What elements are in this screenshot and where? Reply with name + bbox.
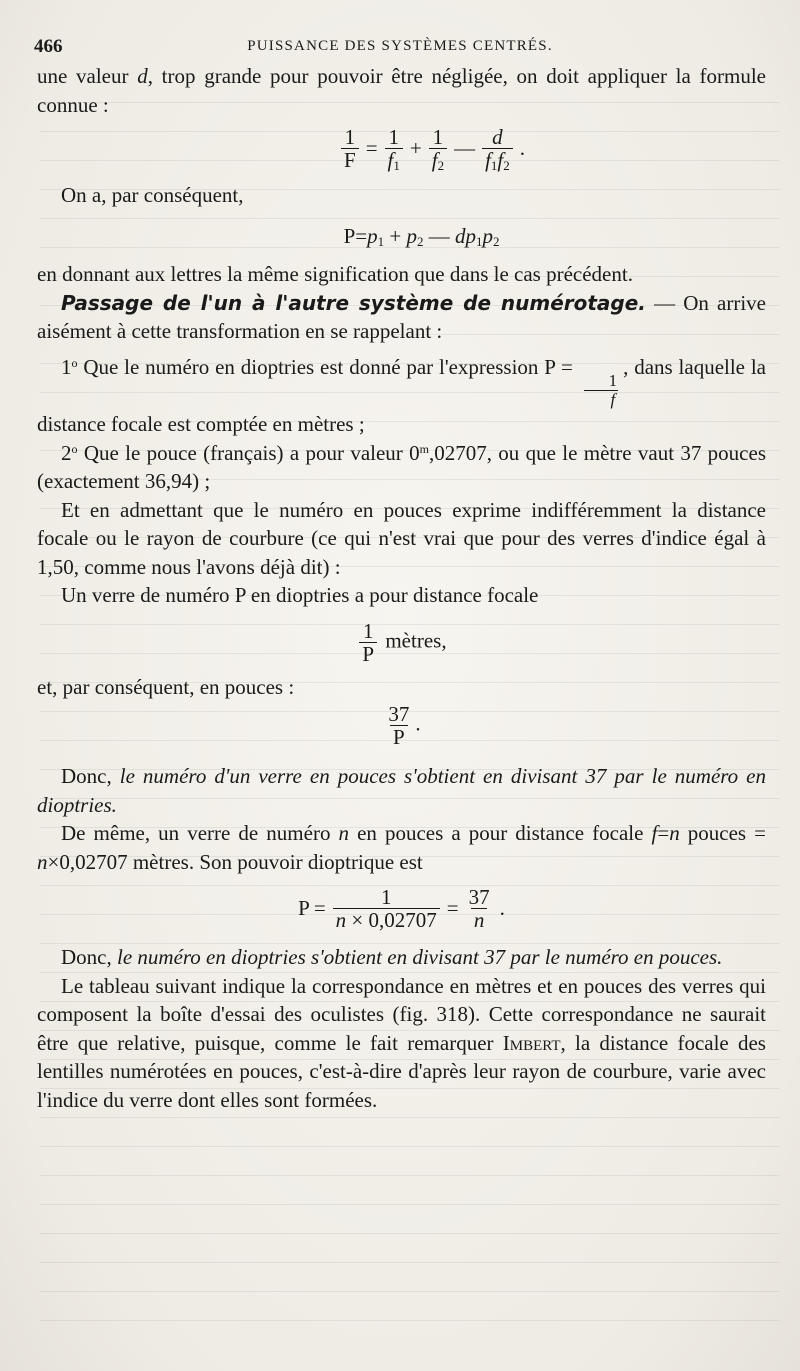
page-header [0, 36, 800, 60]
section-title: Passage de l'un à l'autre système de numérotage. [61, 290, 646, 315]
running-title: PUISSANCE DES SYSTÈMES CENTRÉS. [247, 38, 553, 54]
equation-1: $\frac{1}{F}$ = $\frac{1}{f_1}$ + $\frac{1}{f_2}$ — $\frac{d}{f_1f_2}$ . [97, 123, 766, 171]
paragraph-2: On a, par conséquent, [61, 183, 244, 207]
page-number: 466 [34, 36, 63, 57]
paragraph-12: Donc, le numéro en dioptries s'obtient en divisant 37 par le numéro en pouces. [61, 945, 723, 969]
paragraph-3: en donnant aux lettres la même signification que dans le cas précédent. [37, 262, 633, 286]
paragraph-6: 2$^o$ Que le pouce (français) a pour valeur 0$^m$,02707, ou que le mètre vaut 37 pouces (exactement 36,94) ; [37, 440, 767, 493]
paragraph-7: Et en admettant que le numéro en pouces exprime indifféremment la distance focale ou le rayon de courbure (ce qui n'est vrai que pour des verres d'indice égal à 1,50, comme nous l'avons déjà dit) : [37, 497, 766, 579]
body-text [37, 62, 766, 1114]
paragraph-11: De même, un verre de numéro n en pouces a pour distance focale f=n pouces = n×0,02707 mètres. Son pouvoir dioptrique est [37, 821, 766, 874]
paragraph-1: une valeur d, trop grande pour pouvoir être négligée, on doit appliquer la formule connue : [37, 64, 766, 117]
paragraph-8: Un verre de numéro P en dioptries a pour distance focale [61, 583, 539, 607]
paragraph-5: 1$^o$ Que le numéro en dioptries est donné par l'expression P = $\frac{1}{f}$ , dans laquelle la distance focale est comptée en mètres ; [37, 354, 766, 436]
equation-2: $P=p_1 + p_2$ — $dp_1p_2$ [343, 223, 500, 249]
author-name: Imbert [502, 1030, 561, 1055]
equation-4: $\frac{37}{P}$ . [388, 702, 421, 749]
paragraph-13: Le tableau suivant indique la correspondance en mètres et en pouces des verres qui composent la boîte d'essai des oculistes (fig. 318). Cette correspondance ne saurait être que relative, puisque, comme le fait remarquer Imbert, la distance focale des lentilles numérotées en pouces, c'est-à-dire d'après leur rayon de courbure, varie avec l'indice du verre dont elles sont formées. [37, 973, 766, 1112]
paragraph-4: Passage de l'un à l'autre système de numérotage. — On arrive aisément à cette transformation en se rappelant : [37, 290, 766, 343]
equation-3: $\frac{1}{P}$ mètres, [37, 620, 766, 665]
paragraph-9: et, par conséquent, en pouces : [37, 674, 295, 699]
paragraph-10: Donc, le numéro d'un verre en pouces s'obtient en divisant 37 par le numéro en dioptries. [37, 764, 766, 817]
equation-5: P = $\frac{1}{n \times 0,02707}$ = $\frac{37}{n}$ . [298, 885, 505, 932]
